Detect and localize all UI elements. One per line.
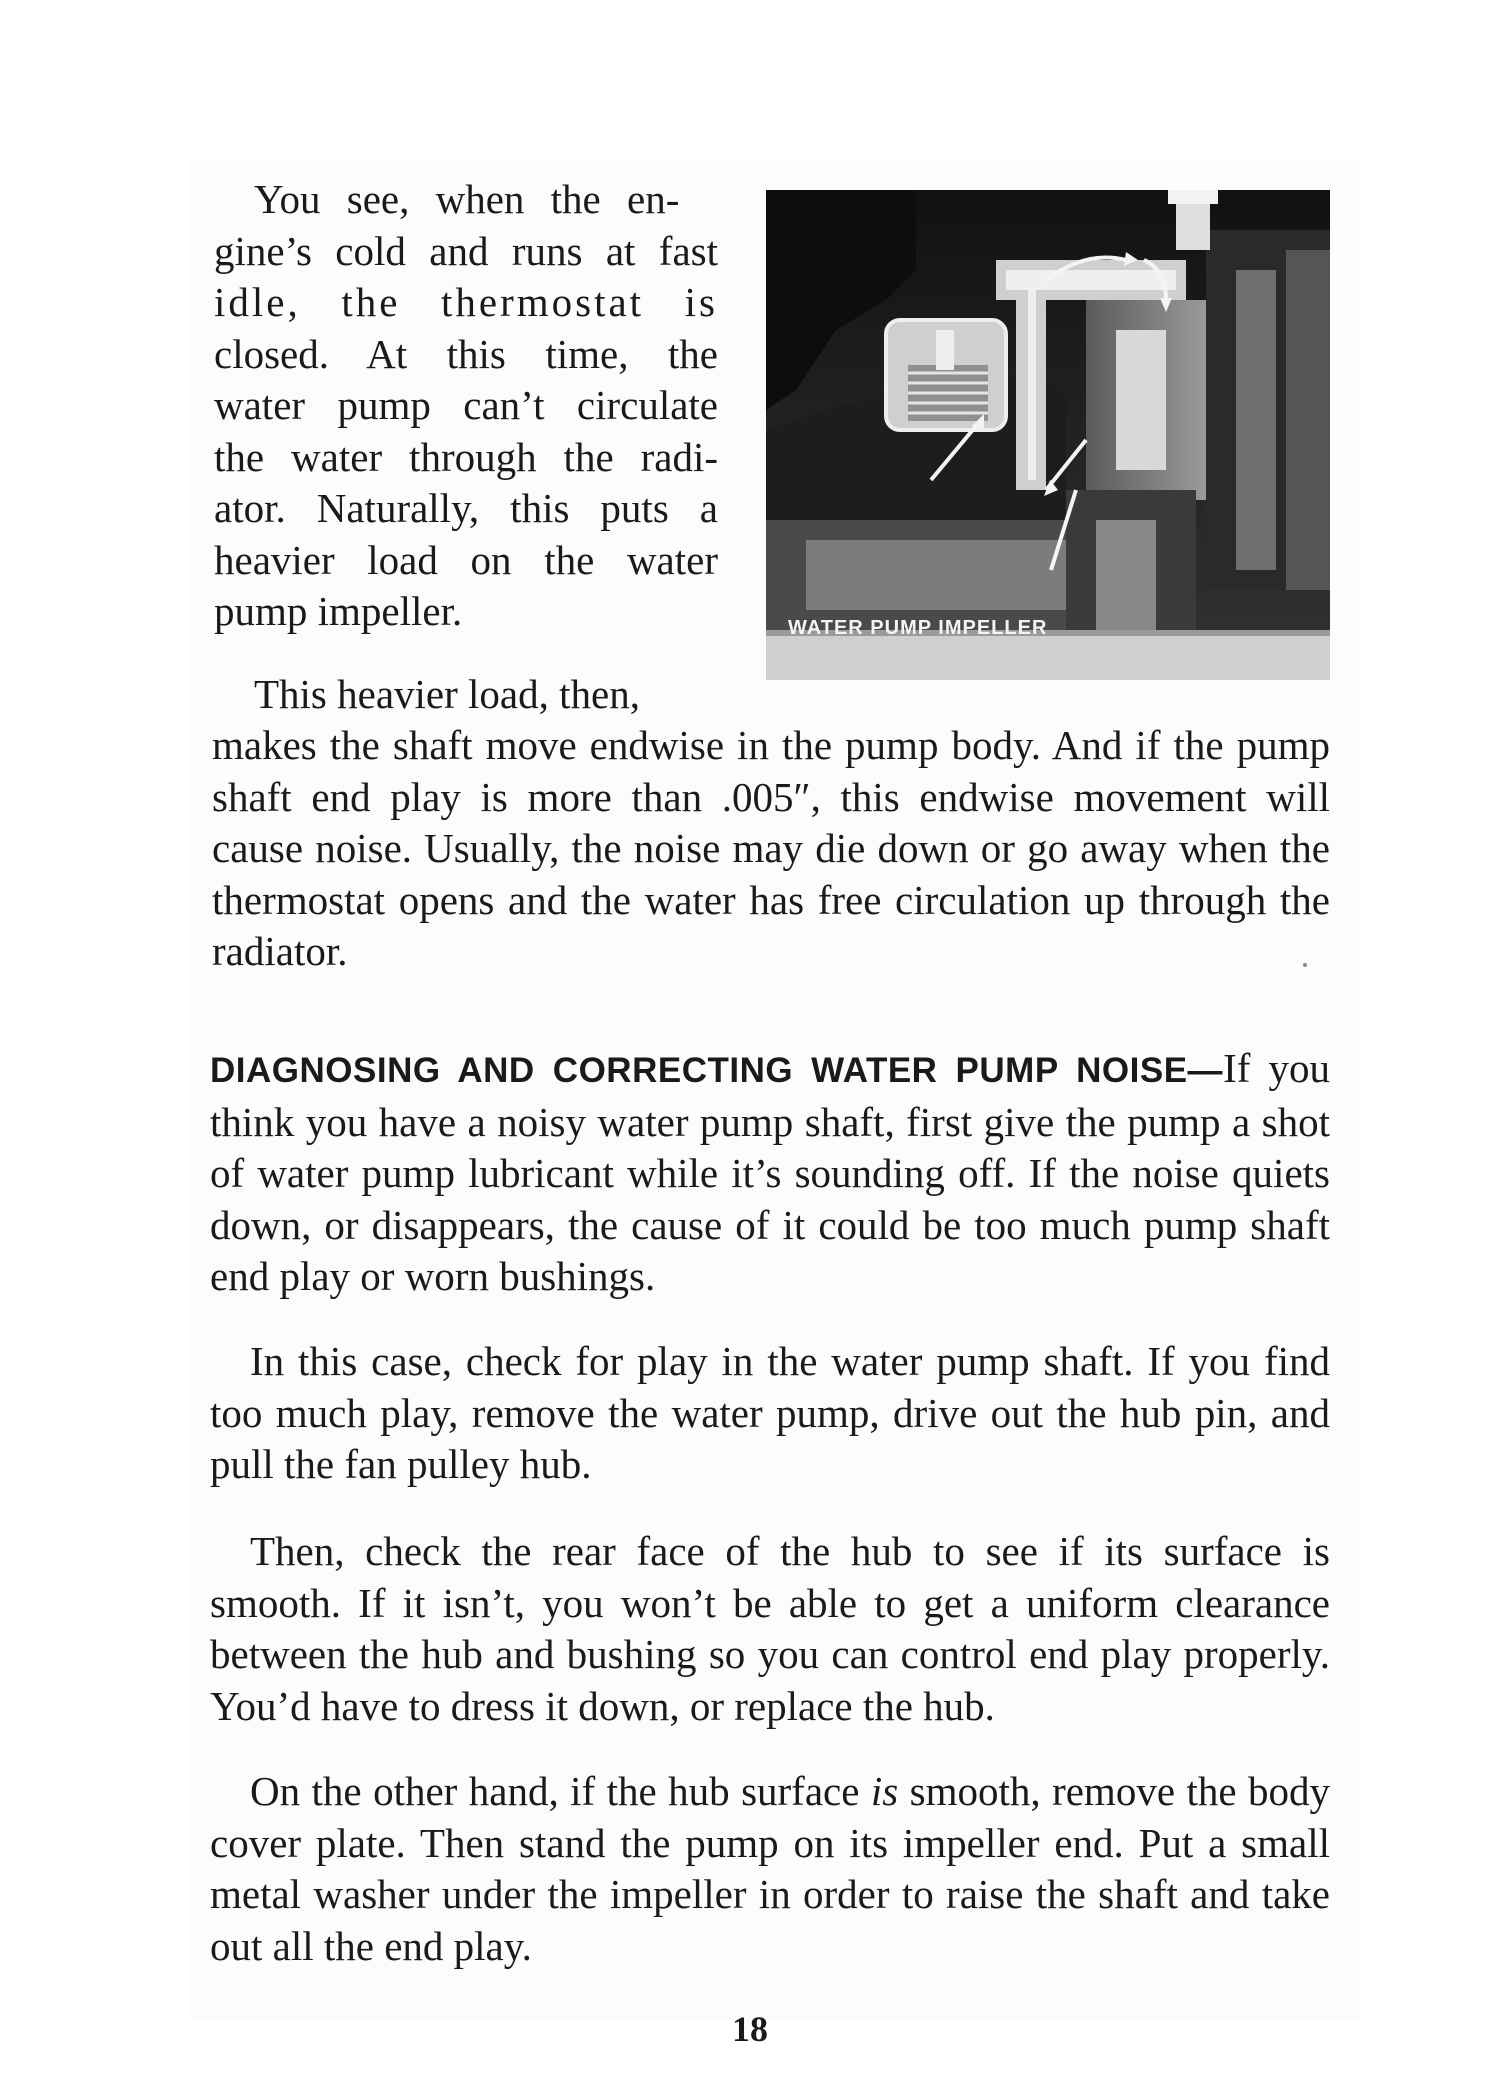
intro-line: gine’s cold and runs at fast [214, 227, 718, 274]
text-run: smooth, remove the body cover plate. Then stand the pump on its impeller end. Put a small metal washer under the impeller in order to raise the shaft and take out all the end play. [210, 1768, 1330, 1969]
paragraph-check-play: In this case, check for play in the water pump shaft. If you find too much play, remove the water pump, drive out the hub pin, and pull the fan pulley hub. [210, 1338, 1330, 1487]
emphasis-text: is [870, 1768, 899, 1814]
page-number: 18 [732, 2009, 768, 2049]
paragraph-body: makes the shaft move endwise in the pump body. And if the pump shaft end play is more than .005″, this endwise movement will cause noise. Usually, the noise may die down or go away when the thermostat opens and the water has free circulation up through the radiator. [212, 722, 1330, 974]
water-pump-cutaway-illustration [766, 190, 1330, 680]
paragraph-rear-face: Then, check the rear face of the hub to see if its surface is smooth. If it isn’t, you won’t be able to get a uniform clearance between the hub and bushing so you can control end play properly. You’d have to dress it down, or replace the hub. [210, 1528, 1330, 1729]
speck [1303, 963, 1307, 967]
section-diagnosing [210, 1043, 1330, 1303]
intro-line: ator. Naturally, this puts a [214, 485, 718, 531]
water-pump-figure [766, 190, 1330, 680]
paragraph-other-hand [210, 1766, 1330, 1972]
text-run: On the other hand, if the hub surface [250, 1768, 871, 1814]
intro-line: the water through the radi- [214, 433, 718, 480]
intro-line: water pump can’t circulate [214, 382, 718, 428]
figure-label: WATER PUMP IMPELLER [788, 617, 1048, 639]
paragraph-first-line: This heavier load, then, [254, 671, 640, 717]
intro-line: idle, the thermostat is [214, 279, 718, 325]
section-body: If you think you have a noisy water pump shaft, first give the pump a shot of water pump lubricant while it’s sounding off. If the noise quiets down, or disappears, the cause of it could be too much pump shaft end play or worn bushings. [210, 1045, 1330, 1299]
intro-line: closed. At this time, the [214, 330, 718, 377]
intro-line: pump impeller. [214, 588, 463, 634]
intro-line: heavier load on the water [214, 536, 718, 583]
intro-line: You see, when the en- [254, 176, 680, 222]
section-heading: DIAGNOSING AND CORRECTING WATER PUMP NOISE— [210, 1051, 1224, 1090]
